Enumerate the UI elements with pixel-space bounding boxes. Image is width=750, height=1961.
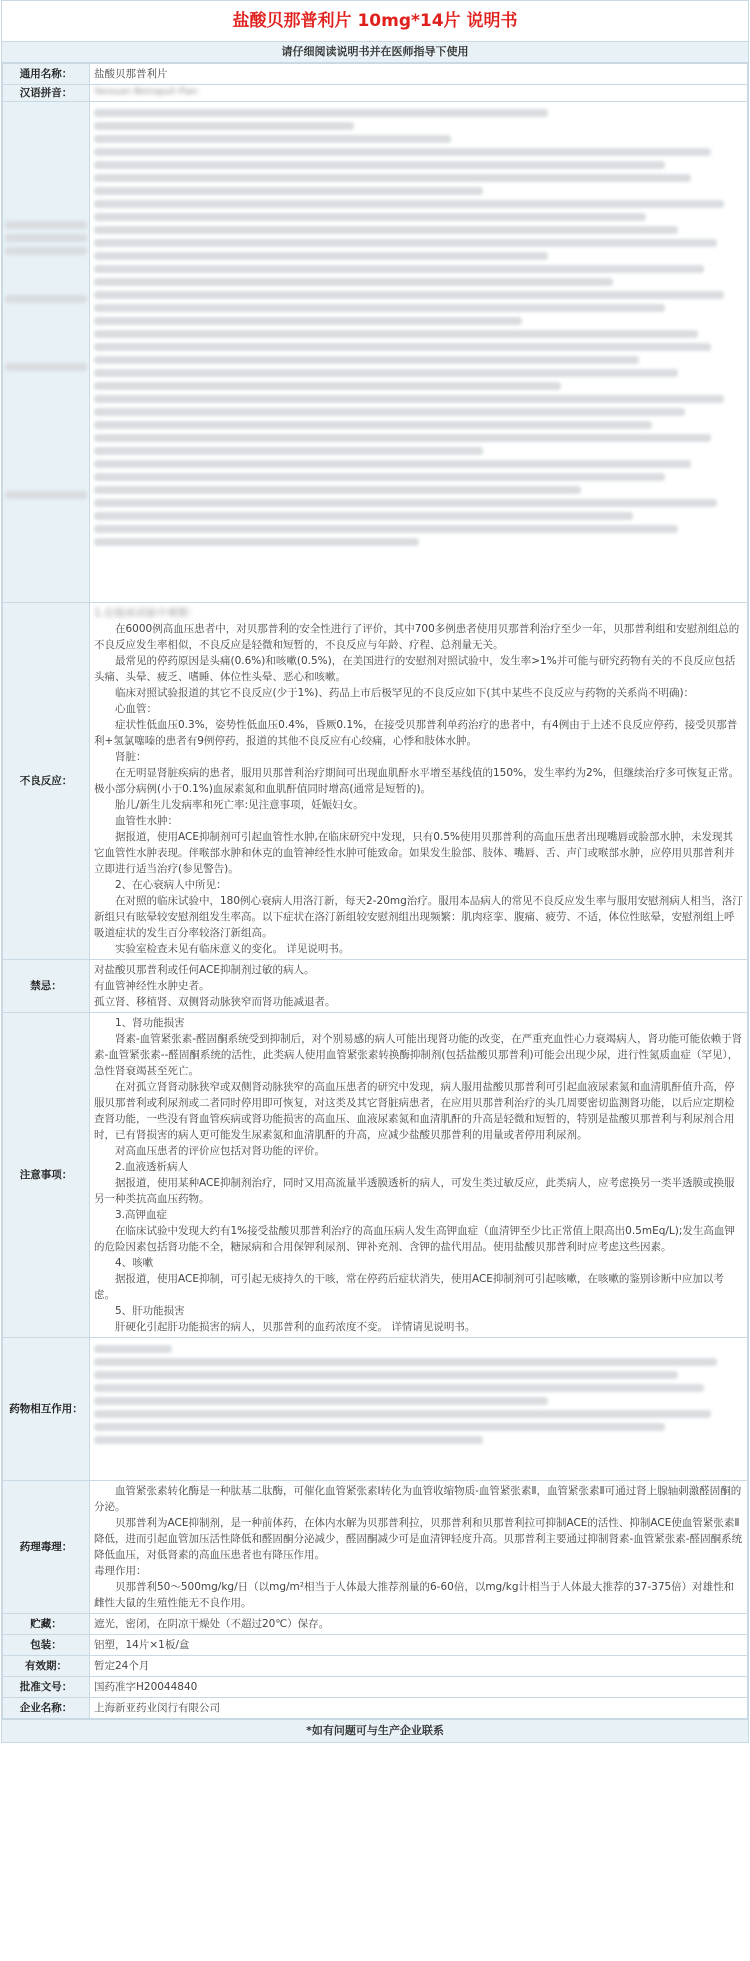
contra-para: 对盐酸贝那普利或任何ACE抑制剂过敏的病人。: [94, 964, 315, 976]
cautions-para: 在临床试验中发现大约有1%接受盐酸贝那普利治疗的高血压病人发生高钾血症（血清钾至少比正常值上限高出0.5mEq/L);发生高血钾的危险因素包括肾功能不全，糖尿病和合用保钾利尿剂、钾补充剂、含钾的盐代用品。使用盐酸贝那普利时应考虑这些因素。: [94, 1225, 735, 1253]
contra-para: 有血管神经性水肿史者。: [94, 980, 210, 992]
validity-value: 暂定24个月: [90, 1656, 748, 1677]
package-label: 包装：: [3, 1635, 90, 1656]
row-interactions: [3, 1338, 748, 1481]
row-approval: [3, 1677, 748, 1698]
company-value: 上海新亚药业闵行有限公司: [90, 1698, 748, 1719]
row-blurred-region: [3, 102, 748, 603]
company-label: 企业名称：: [3, 1698, 90, 1719]
cautions-para: 据报道，使用ACE抑制，可引起无痰持久的干咳，常在停药后症状消失，使用ACE抑制剂可引起咳嗽，在咳嗽的鉴别诊断中应加以考虑。: [94, 1273, 724, 1301]
row-contraindications: [3, 960, 748, 1013]
blurred-label-lines: [5, 221, 87, 499]
row-storage: [3, 1614, 748, 1635]
cautions-label: 注意事项：: [3, 1013, 90, 1338]
pinyin-label: 汉语拼音：: [3, 85, 90, 102]
adverse-para: 据报道，使用ACE抑制剂可引起血管性水肿,在临床研究中发现，只有0.5%使用贝那普利的高血压患者出现嘴唇或脸部水肿，未发现其它血管性水肿表现。伴喉部水肿和休克的血管神经性水肿可能致命。如果发生脸部、肢体、嘴唇、舌、声门或喉部水肿，应停用贝那普利并立即进行适当治疗(参见警告)。: [94, 831, 735, 875]
cautions-para: 肾素-血管紧张素-醛固酮系统受到抑制后，对个别易感的病人可能出现肾功能的改变，在严重充血性心力衰竭病人，肾功能可能依赖于肾素-血管紧张素--醛固酮系统的活性，此类病人使用血管紧张素转换酶抑制剂(包括盐酸贝那普利)可能会出现少尿，进行性氮质血症（罕见），急性肾衰竭甚至死亡。: [94, 1033, 743, 1077]
adverse-para: 实验室检查未见有临床意义的变化。 详见说明书。: [115, 943, 350, 955]
blurred-content-lines: [94, 109, 743, 546]
pinyin-value: Yansuan Beinapuli Pian: [90, 85, 748, 102]
contra-para: 孤立肾、移植肾、双侧肾动脉狭窄而肾功能减退者。: [94, 996, 336, 1008]
page-title: 盐酸贝那普利片 10mg*14片 说明书: [2, 1, 748, 42]
storage-value: 遮光，密闭，在阴凉干燥处（不超过20℃）保存。: [90, 1614, 748, 1635]
approval-value: 国药准字H20044840: [90, 1677, 748, 1698]
adverse-para: 在6000例高血压患者中，对贝那普利的安全性进行了评价，其中700多例患者使用贝那普利治疗至少一年，贝那普利组和安慰剂组总的不良反应发生率相似，不良反应是轻微和短暂的，不良反应与年龄、疗程、总剂量无关。: [94, 623, 740, 651]
pharmacology-para: 毒理作用：: [94, 1565, 147, 1577]
cautions-para: 肝硬化引起肝功能损害的病人，贝那普利的血药浓度不变。 详情请见说明书。: [115, 1321, 476, 1333]
row-cautions: [3, 1013, 748, 1338]
generic-name-label: 通用名称：: [3, 64, 90, 85]
pharmacology-para: 贝那普利为ACE抑制剂，是一种前体药，在体内水解为贝那普利拉，贝那普利和贝那普利拉可抑制ACE的活性、抑制ACE使血管紧张素Ⅱ降低，进而引起血管加压活性降低和醛固酮分泌减少，醛固酮减少可是血清钾轻度升高。贝那普利主要通过抑制肾素-血管紧张素-醛固酮系统降低血压，对低肾素的高血压患者也有降压作用。: [94, 1517, 743, 1561]
adverse-para: 肾脏：: [115, 751, 147, 763]
cautions-para: 3.高钾血症: [115, 1209, 168, 1221]
cautions-para: 1、肾功能损害: [115, 1017, 185, 1029]
interactions-value: [90, 1338, 748, 1481]
contra-label: 禁忌：: [3, 960, 90, 1013]
row-package: [3, 1635, 748, 1656]
row-company: [3, 1698, 748, 1719]
footer-note: *如有问题可与生产企业联系: [2, 1719, 748, 1742]
row-generic-name: [3, 64, 748, 85]
blurred-content: [90, 102, 748, 603]
pharmacology-para: 血管紧张素转化酶是一种肽基二肽酶，可催化血管紧张素Ⅰ转化为血管收缩物质-血管紧张素Ⅱ，血管紧张素Ⅱ可通过肾上腺轴刺激醛固酮的分泌。: [94, 1485, 742, 1513]
adverse-para: 2、在心衰病人中所见：: [115, 879, 227, 891]
pharmacology-value: [90, 1481, 748, 1614]
adverse-para: 症状性低血压0.3%，姿势性低血压0.4%，昏厥0.1%，在接受贝那普利单药治疗的患者中，有4例由于上述不良反应停药，接受贝那普利+氢氯噻嗪的患者有9例停药，报道的其他不良反应有心绞痛，心悸和肢体水肿。: [94, 719, 738, 747]
adverse-para: 在对照的临床试验中，180例心衰病人用洛汀新，每天2-20mg治疗。服用本品病人的常见不良反应发生率与服用安慰剂病人相当，洛汀新组只有眩晕较安慰剂组发生率高。以下症状在洛汀新组较安慰剂组出现频繁：肌肉痉挛、腹痛、疲劳、不适，体位性眩晕，安慰剂组上呼吸道症状的发生百分率较洛汀新组高。: [94, 895, 743, 939]
adverse-para: 最常见的停药原因是头痛(0.6%)和咳嗽(0.5%)，在美国进行的安慰剂对照试验中，发生率>1%并可能与研究药物有关的不良反应包括头痛、头晕、疲乏、嗜睡、体位性头晕、恶心和咳嗽。: [94, 655, 736, 683]
page-subtitle: 请仔细阅读说明书并在医师指导下使用: [2, 42, 748, 63]
row-validity: [3, 1656, 748, 1677]
adverse-para: 血管性水肿：: [115, 815, 178, 827]
cautions-para: 2.血液透析病人: [115, 1161, 189, 1173]
contra-value: [90, 960, 748, 1013]
cautions-para: 5、肝功能损害: [115, 1305, 185, 1317]
instruction-table: [2, 63, 748, 1719]
generic-name-value: 盐酸贝那普利片: [90, 64, 748, 85]
cautions-para: 在对孤立肾肾动脉狭窄或双侧肾动脉狭窄的高血压患者的研究中发现，病人服用盐酸贝那普利可引起血液尿素氮和血清肌酐值升高，停服贝那普利或利尿剂或二者同时停用即可恢复，对这类及其它肾脏病患者，在应用贝那普利治疗的头几周要密切监测肾功能，以后应定期检查肾功能，一些没有肾血管疾病或肾功能损害的高血压、血液尿素氮和血清肌酐的升高是轻微和短暂的，特别是盐酸贝那普利与利尿剂合用时，已有肾损害的病人更可能发生尿素氮和血清肌酐的升高，应减少盐酸贝那普利的用量或者停用利尿剂。: [94, 1081, 735, 1141]
adverse-para: 临床对照试验报道的其它不良反应(少于1%)、药品上市后极罕见的不良反应如下(其中某些不良反应与药物的关系尚不明确)：: [115, 687, 695, 699]
instruction-sheet: [1, 0, 749, 1743]
package-value: 铝塑，14片×1板/盒: [90, 1635, 748, 1656]
cautions-para: 据报道，使用某种ACE抑制剂治疗，同时又用高流量半透膜透析的病人，可发生类过敏反应，此类病人，应考虑换另一类半透膜或换服另一种类抗高血压药物。: [94, 1177, 735, 1205]
row-adverse-reactions: [3, 603, 748, 960]
adverse-para: 在无明显肾脏疾病的患者，服用贝那普利治疗期间可出现血肌酐水平增至基线值的150%，发生率约为2%，但继续治疗多可恢复正常。极小部分病例(小于0.1%)血尿素氮和血肌酐值同时增高(通常是短暂的)。: [94, 767, 740, 795]
cautions-value: [90, 1013, 748, 1338]
blurred-labels: [3, 102, 90, 603]
cautions-para: 4、咳嗽: [115, 1257, 154, 1269]
pharmacology-label: 药理毒理：: [3, 1481, 90, 1614]
cautions-para: 对高血压患者的评价应包括对肾功能的评价。: [115, 1145, 325, 1157]
interactions-label: 药物相互作用：: [3, 1338, 90, 1481]
storage-label: 贮藏：: [3, 1614, 90, 1635]
adverse-label: 不良反应：: [3, 603, 90, 960]
adverse-para: 胎儿/新生儿发病率和死亡率:见注意事项，妊娠妇女。: [115, 799, 364, 811]
row-pharmacology: [3, 1481, 748, 1614]
adverse-value: [90, 603, 748, 960]
pharmacology-para: 贝那普利50～500mg/kg/日（以mg/m²相当于人体最大推荐剂量的6-60倍，以mg/kg计相当于人体最大推荐的37-375倍）对雄性和雌性大鼠的生殖性能无不良作用。: [94, 1581, 735, 1609]
approval-label: 批准文号：: [3, 1677, 90, 1698]
adverse-para: 1.在临床试验中观察：: [94, 607, 199, 619]
adverse-para: 心血管：: [115, 703, 157, 715]
blurred-interactions-lines: [94, 1345, 743, 1444]
validity-label: 有效期：: [3, 1656, 90, 1677]
row-pinyin: [3, 85, 748, 102]
